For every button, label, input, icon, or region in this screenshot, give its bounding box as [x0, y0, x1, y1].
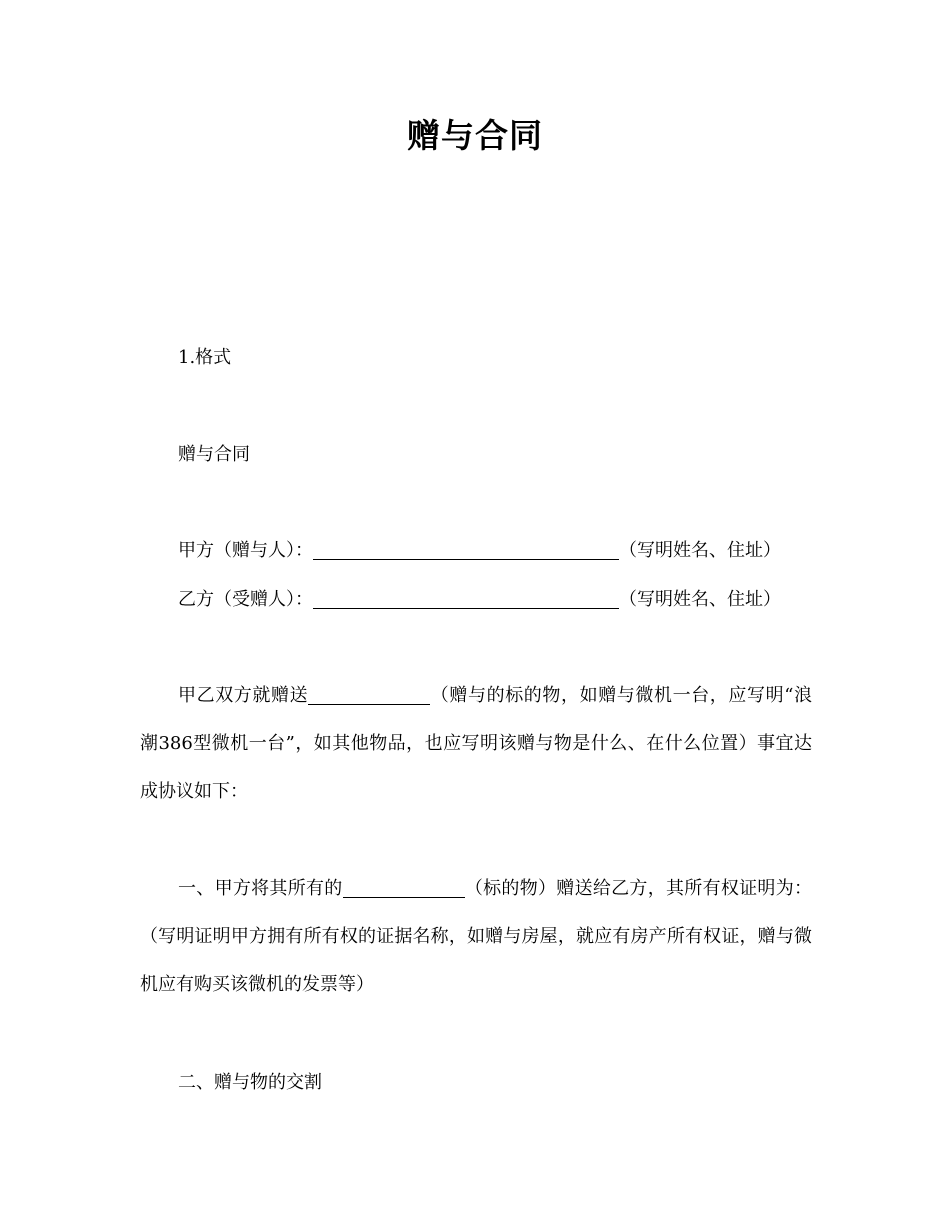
gift-item-fill-blank [308, 686, 430, 705]
intro-text-start: 甲乙双方就赠送 [178, 685, 309, 706]
party-b-note: （写明姓名、住址） [619, 589, 781, 610]
party-b-line [178, 588, 781, 612]
intro-paragraph [140, 672, 812, 816]
clause-1-text-start: 一、甲方将其所有的 [178, 878, 343, 899]
intro-text-rest: （赠与的标的物，如赠与微机一台，应写明“浪潮386型微机一台”，如其他物品，也应写明该赠与物是什么、在什么位置）事宜达成协议如下： [140, 685, 813, 802]
clause-1-text-rest: （标的物）赠送给乙方，其所有权证明为：（写明证明甲方拥有所有权的证据名称，如赠与房屋，就应有房产所有权证，赠与微机应有购买该微机的发票等） [140, 878, 813, 995]
party-a-line [178, 539, 781, 563]
subject-matter-fill-blank [343, 879, 465, 898]
contract-subtitle: 赠与合同 [178, 444, 250, 465]
party-b-fill-blank [313, 590, 619, 609]
clause-1-paragraph [140, 865, 812, 1009]
party-a-fill-blank [313, 541, 619, 560]
party-a-note: （写明姓名、住址） [619, 540, 781, 561]
party-b-label: 乙方（受赠人）： [178, 589, 313, 610]
section-format-heading: 1.格式 [178, 347, 232, 368]
document-title: 赠与合同 [407, 116, 543, 155]
party-a-label: 甲方（赠与人）： [178, 540, 313, 561]
clause-2-heading: 二、赠与物的交割 [178, 1072, 322, 1093]
